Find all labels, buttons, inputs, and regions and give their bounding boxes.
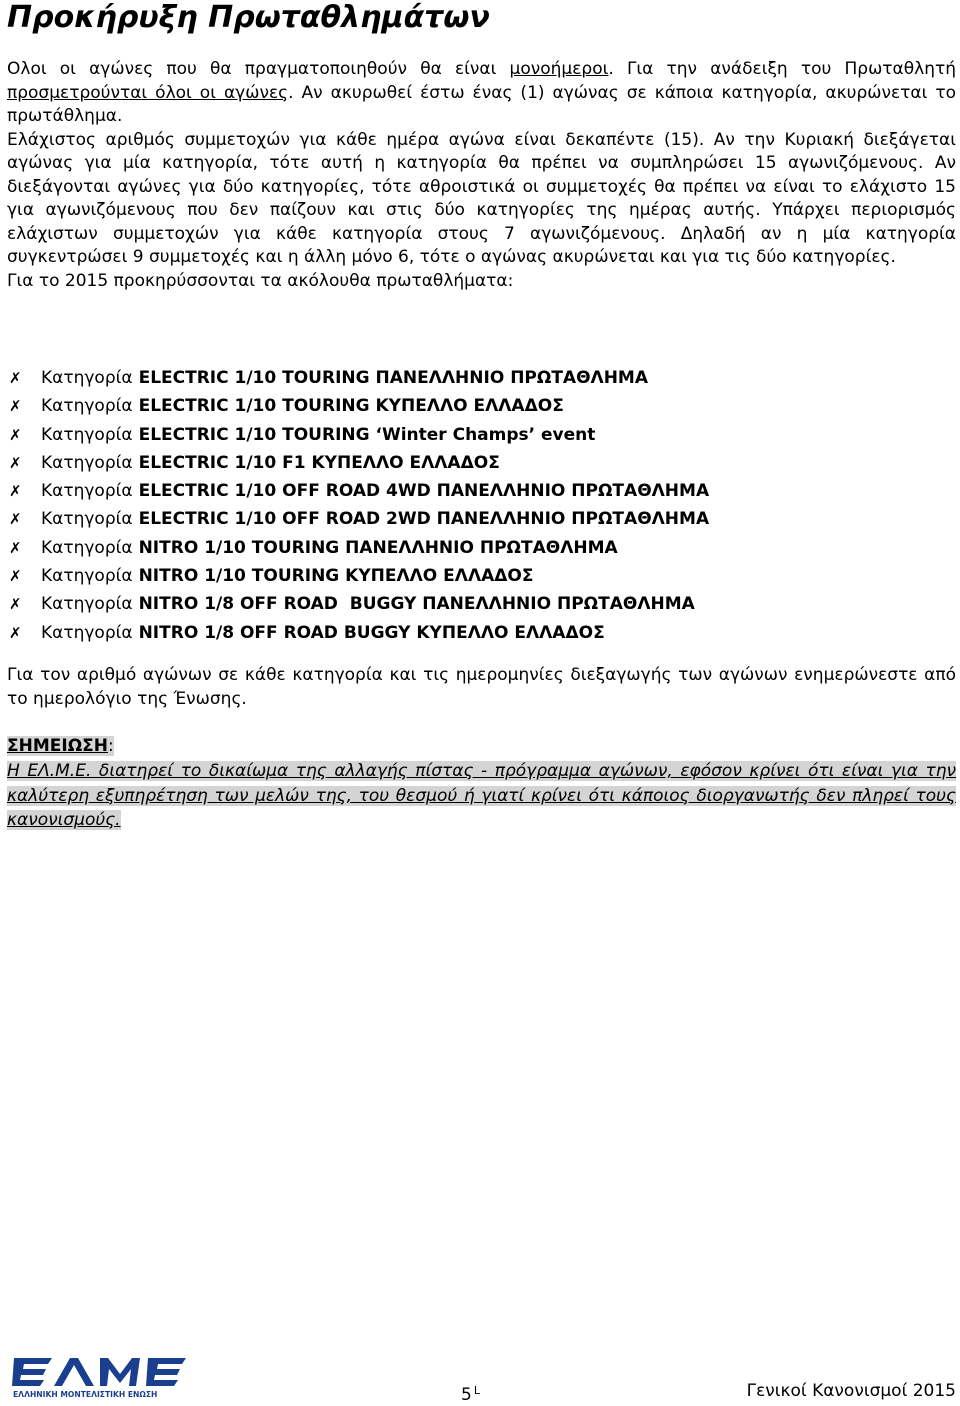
category-name: ELECTRIC 1/10 TOURING ‘Winter Champs’ event (138, 424, 596, 445)
category-item (7, 392, 947, 420)
cross-bullet-icon: ✗ (9, 567, 22, 586)
category-name: NITRO 1/8 OFF ROAD BUGGY ΚΥΠΕΛΛΟ ΕΛΛΑΔΟΣ (138, 622, 605, 643)
category-name: ELECTRIC 1/10 OFF ROAD 2WD ΠΑΝΕΛΛΗΝΙΟ ΠΡΩΤΑΘΛΗΜΑ (138, 509, 710, 530)
cross-bullet-icon: ✗ (9, 623, 22, 642)
elme-logo-graphic (12, 1354, 186, 1400)
category-name: ELECTRIC 1/10 TOURING ΚΥΠΕΛΛΟ ΕΛΛΑΔΟΣ (138, 396, 564, 417)
category-item (7, 590, 947, 618)
cross-bullet-icon: ✗ (9, 482, 22, 501)
championships-intro-text: Για το 2015 προκηρύσσονται τα ακόλουθα πρωταθλήματα: (7, 270, 514, 291)
document-name: Γενικοί Κανονισμοί 2015 (746, 1381, 956, 1401)
note-label: ΣΗΜΕΙΩΣΗ (7, 736, 108, 756)
cross-bullet-icon: ✗ (9, 369, 22, 387)
category-item (7, 562, 947, 590)
category-item (7, 421, 947, 449)
note-body (7, 759, 956, 833)
category-name: NITRO 1/10 TOURING ΚΥΠΕΛΛΟ ΕΛΛΑΔΟΣ (138, 566, 534, 587)
cross-bullet-icon: ✗ (9, 538, 22, 557)
category-prefix: Κατηγορία (41, 452, 133, 473)
page-number (461, 1380, 480, 1406)
intro-underlined-all-races: προσμετρούνται όλοι οι αγώνες (7, 82, 289, 103)
category-name: NITRO 1/8 OFF ROAD BUGGY ΠΑΝΕΛΛΗΝΙΟ ΠΡΩΤΑΘΛΗΜΑ (138, 594, 695, 615)
page-number-value: 5 (461, 1385, 472, 1405)
elme-logo (12, 1354, 186, 1400)
note-colon: : (108, 736, 114, 756)
intro-text-3: . Αν ακυρωθεί έστω ένας (1) αγώνας σε κάποια κατηγορία, ακυρώνεται το πρωτάθλημα. (7, 82, 956, 126)
intro-underlined-single-day: μονοήμεροι (509, 59, 609, 79)
category-prefix: Κατηγορία (41, 594, 133, 615)
page-mark: L (473, 1384, 480, 1397)
category-item (7, 477, 947, 505)
category-prefix: Κατηγορία (41, 509, 133, 530)
category-item (7, 449, 947, 477)
participation-rules-text: Ελάχιστος αριθμός συμμετοχών για κάθε ημέρα αγώνα είναι δεκαπέντε (15). Αν την Κυριακή διεξάγεται αγώνας για μία κατηγορία, τότε αυτή η κατηγορία θα πρέπει να συμπληρώσει 15 αγωνιζόμενους. Αν διεξάγονται αγώνες για δύο κατηγορίες, τότε αθροιστικά οι συμμετοχές θα πρέπει να είναι το ελάχιστο 15 για αγωνιζόμενους που δεν παίζουν και στις δύο κατηγορίες της ημέρας αυτής. Υπάρχει περιορισμός ελάχιστων συμμετοχών για κάθε κατηγορία στους 7 αγωνιζόμενους. Δηλαδή αν η μία κατηγορία συγκεντρώσει 9 συμμετοχές και η άλλη μόνο 6, τότε ο αγώνας ακυρώνεται και για τις δύο κατηγορίες. (7, 129, 956, 267)
cross-bullet-icon: ✗ (9, 425, 22, 444)
category-prefix: Κατηγορία (41, 566, 133, 587)
category-item (7, 619, 947, 647)
calendar-note-paragraph: Για τον αριθμό αγώνων σε κάθε κατηγορία και τις ημερομηνίες διεξαγωγής των αγώνων ενημερώνεστε από το ημερολόγιο της Ένωσης. (7, 665, 956, 709)
category-name: ELECTRIC 1/10 F1 ΚΥΠΕΛΛΟ ΕΛΛΑΔΟΣ (138, 452, 500, 473)
category-prefix: Κατηγορία (41, 481, 133, 502)
category-name: ELECTRIC 1/10 TOURING ΠΑΝΕΛΛΗΝΙΟ ΠΡΩΤΑΘΛΗΜΑ (138, 368, 648, 388)
category-prefix: Κατηγορία (41, 537, 133, 558)
page-title: Προκήρυξη Πρωταθλημάτων (7, 0, 490, 35)
cross-bullet-icon: ✗ (9, 397, 22, 416)
category-prefix: Κατηγορία (41, 622, 133, 643)
category-name: NITRO 1/10 TOURING ΠΑΝΕΛΛΗΝΙΟ ΠΡΩΤΑΘΛΗΜΑ (138, 537, 618, 558)
category-item (7, 364, 947, 392)
cross-bullet-icon: ✗ (9, 453, 22, 472)
category-name: ELECTRIC 1/10 OFF ROAD 4WD ΠΑΝΕΛΛΗΝΙΟ ΠΡΩΤΑΘΛΗΜΑ (138, 481, 710, 502)
intro-text: Ολοι οι αγώνες που θα πραγματοποιηθούν θα είναι (7, 59, 510, 79)
category-prefix: Κατηγορία (41, 368, 133, 388)
intro-text-2: . Για την ανάδειξη του Πρωταθλητή (608, 59, 956, 79)
category-prefix: Κατηγορία (41, 424, 133, 445)
cross-bullet-icon: ✗ (9, 510, 22, 529)
logo-subtitle: ΕΛΛΗΝΙΚΗ ΜΟΝΤΕΛΙΣΤΙΚΗ ΕΝΩΣΗ (13, 1390, 158, 1399)
cross-bullet-icon: ✗ (9, 595, 22, 614)
category-item (7, 505, 947, 533)
note-heading (7, 735, 114, 759)
note-body-text: Η ΕΛ.Μ.Ε. διατηρεί το δικαίωμα της αλλαγής πίστας - πρόγραμμα αγώνων, εφόσον κρίνει ότι είναι για την καλύτερη εξυπηρέτηση των μελών της, του θεσμού ή γιατί κρίνει ότι κάποιος διοργανωτής δεν πληρεί τους κανονισμούς. (7, 761, 956, 830)
category-prefix: Κατηγορία (41, 396, 133, 417)
category-list (7, 364, 947, 647)
category-item (7, 534, 947, 562)
intro-paragraph (7, 58, 956, 293)
